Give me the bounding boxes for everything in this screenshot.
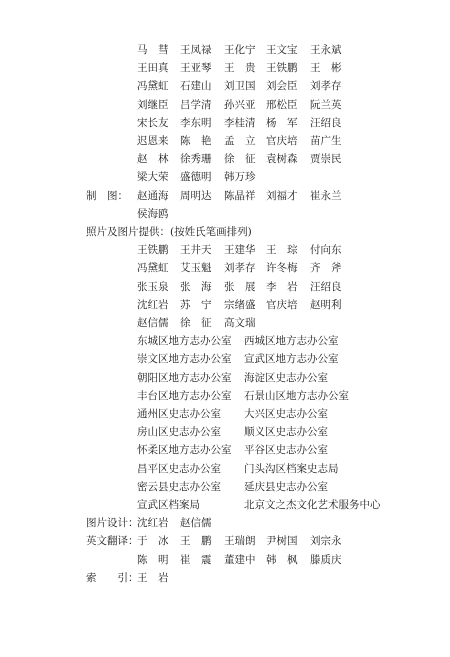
person-name: 王田真 — [137, 62, 169, 75]
person-name: 王 岩 — [137, 571, 169, 584]
person-name: 沈红岩 — [137, 517, 169, 530]
person-name: 刘孝存 — [310, 80, 342, 93]
org-name: 通州区史志办公室 — [137, 408, 221, 420]
org-name: 宣武区档案局 — [137, 499, 200, 511]
person-name: 孟 立 — [224, 135, 256, 147]
person-name: 刘继臣 — [137, 98, 169, 111]
person-name: 梁大荣 — [137, 171, 169, 184]
person-name: 徐秀珊 — [180, 153, 212, 166]
person-name: 许冬梅 — [266, 262, 298, 275]
person-name: 苏 宁 — [180, 298, 212, 311]
person-name: 孙兴亚 — [224, 98, 256, 111]
person-name: 赵信儒 — [137, 317, 169, 329]
person-name: 王 贵 — [224, 62, 256, 75]
section-label: 索 引： — [86, 571, 139, 584]
person-name: 吕学清 — [180, 98, 212, 111]
section-label: 照片及图片提供：(按姓氏笔画排列) — [86, 226, 252, 238]
person-name: 刘卫国 — [224, 80, 256, 93]
person-name: 赵明利 — [310, 298, 342, 311]
person-name: 沈红岩 — [137, 298, 169, 311]
person-name: 王瑞朗 — [224, 535, 256, 548]
person-name: 贾崇民 — [310, 153, 342, 166]
person-name: 于 冰 — [137, 535, 169, 548]
person-name: 高文瑞 — [224, 317, 256, 329]
person-name: 阮兰英 — [310, 98, 342, 111]
person-name: 官庆培 — [266, 135, 298, 147]
person-name: 苗广生 — [310, 135, 342, 147]
org-name: 怀柔区地方志办公室 — [137, 444, 232, 457]
person-name: 李桂清 — [224, 116, 256, 129]
person-name: 邢松臣 — [266, 98, 298, 111]
person-name: 李 岩 — [266, 280, 298, 293]
person-name: 石建山 — [180, 80, 212, 93]
person-name: 刘会臣 — [266, 80, 298, 93]
person-name: 宗绪盛 — [224, 298, 256, 311]
org-name: 延庆县史志办公室 — [244, 480, 328, 493]
person-name: 刘宗永 — [310, 535, 342, 548]
org-name: 大兴区史志办公室 — [244, 408, 328, 420]
person-name: 汪绍良 — [310, 280, 342, 293]
section-label: 制 图： — [86, 189, 128, 202]
person-name: 官庆培 — [266, 298, 298, 311]
person-name: 王铁鹏 — [266, 62, 298, 75]
person-name: 张 海 — [180, 280, 212, 293]
org-name: 丰台区地方志办公室 — [137, 389, 232, 402]
person-name: 迟恩来 — [137, 135, 169, 147]
org-name: 西城区地方志办公室 — [244, 335, 339, 348]
org-name: 石景山区地方志办公室 — [244, 389, 349, 402]
person-name: 付向东 — [310, 244, 342, 257]
person-name: 王 琮 — [266, 244, 298, 257]
person-name: 王文宝 — [266, 44, 298, 56]
org-name: 北京文之杰文化艺术服务中心 — [244, 499, 381, 511]
org-name: 昌平区史志办公室 — [137, 462, 221, 475]
org-name: 朝阳区地方志办公室 — [137, 371, 232, 384]
person-name: 盛德明 — [180, 171, 212, 184]
person-name: 王 彬 — [310, 62, 342, 75]
person-name: 陈晶祥 — [224, 189, 256, 202]
person-name: 赵信儒 — [180, 517, 212, 530]
person-name: 王井天 — [180, 244, 212, 257]
org-name: 密云县史志办公室 — [137, 480, 221, 493]
person-name: 滕质庆 — [310, 553, 342, 566]
person-name: 陈 明 — [137, 553, 169, 566]
person-name: 杨 军 — [266, 116, 298, 129]
person-name: 刘孝存 — [224, 262, 256, 275]
person-name: 冯黛虹 — [137, 80, 169, 93]
person-name: 汪绍良 — [310, 116, 342, 129]
person-name: 王凤禄 — [180, 44, 212, 56]
person-name: 周明达 — [180, 189, 212, 202]
person-name: 王铁鹏 — [137, 244, 169, 257]
person-name: 王化宁 — [224, 44, 256, 56]
person-name: 宋长友 — [137, 116, 169, 129]
org-name: 房山区史志办公室 — [137, 426, 221, 439]
person-name: 崔 震 — [180, 553, 212, 566]
org-name: 崇文区地方志办公室 — [137, 353, 232, 366]
person-name: 赵 林 — [137, 153, 169, 166]
section-label: 英文翻译： — [86, 535, 139, 548]
org-name: 顺义区史志办公室 — [244, 426, 328, 439]
person-name: 王建华 — [224, 244, 256, 257]
person-name: 张 展 — [224, 280, 256, 293]
person-name: 刘福才 — [266, 189, 298, 202]
section-label: 图片设计： — [86, 517, 139, 530]
person-name: 徐 征 — [224, 153, 256, 166]
person-name: 王亚琴 — [180, 62, 212, 75]
org-name: 海淀区史志办公室 — [244, 371, 328, 384]
person-name: 袁树森 — [266, 153, 298, 166]
person-name: 徐 征 — [180, 317, 212, 329]
person-name: 崔永兰 — [310, 189, 342, 202]
person-name: 侯海鸥 — [137, 207, 169, 220]
person-name: 尹树国 — [266, 535, 298, 548]
org-name: 门头沟区档案史志局 — [244, 462, 339, 475]
person-name: 冯黛虹 — [137, 262, 169, 275]
person-name: 陈 艳 — [180, 135, 212, 147]
person-name: 李东明 — [180, 116, 212, 129]
person-name: 张玉泉 — [137, 280, 169, 293]
person-name: 韩 枫 — [266, 553, 298, 566]
person-name: 马 彗 — [137, 44, 169, 56]
person-name: 董建中 — [224, 553, 256, 566]
person-name: 赵通海 — [137, 189, 169, 202]
person-name: 王 鹏 — [180, 535, 212, 548]
person-name: 韩万珍 — [224, 171, 256, 184]
org-name: 平谷区史志办公室 — [244, 444, 328, 457]
person-name: 齐 斧 — [310, 262, 342, 275]
person-name: 王永斌 — [310, 44, 342, 56]
org-name: 宣武区地方志办公室 — [244, 353, 339, 366]
person-name: 艾玉魁 — [180, 262, 212, 275]
org-name: 东城区地方志办公室 — [137, 335, 232, 348]
